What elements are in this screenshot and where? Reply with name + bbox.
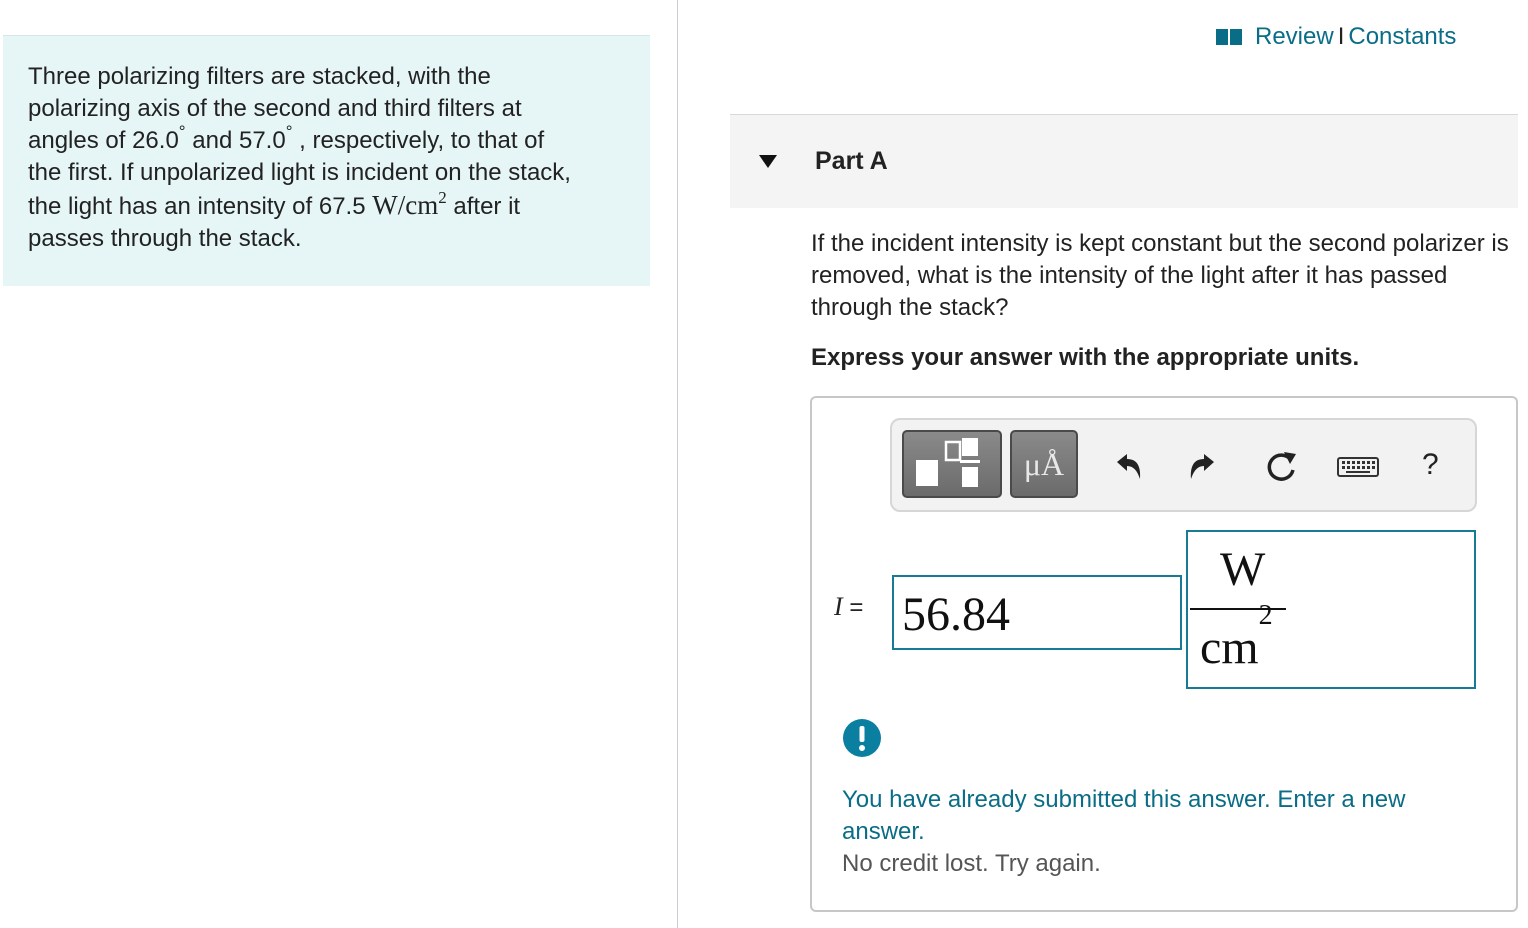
feedback-message: You have already submitted this answer. Enter a new answer. [842, 786, 1406, 845]
feedback-sub-message: No credit lost. Try again. [842, 850, 1101, 877]
exclamation-alert-icon [842, 718, 882, 758]
intensity-unit: W/cm [372, 190, 439, 220]
unit-numerator: W [1220, 543, 1266, 596]
header-links [1215, 22, 1456, 52]
math-toolbar [890, 418, 1477, 512]
question-text: If the incident intensity is kept constant but the second polarizer is removed, what is the intensity of the light after it has passed through the stack? [811, 230, 1509, 321]
problem-line: the light has an intensity of 67.5 $W/cm^2$ after it [28, 188, 521, 220]
panel-divider [677, 0, 678, 928]
answer-instruction: Express your answer with the appropriate units. [811, 344, 1360, 371]
part-title: Part A [815, 147, 888, 175]
part-header[interactable] [730, 114, 1518, 208]
redo-icon[interactable] [1184, 446, 1224, 486]
answer-value-field[interactable] [892, 575, 1182, 650]
constants-link[interactable]: Constants [1348, 23, 1457, 50]
collapse-triangle-icon[interactable] [758, 153, 778, 169]
problem-line: angles of 26.0° and 57.0° , respectively, to that of [28, 122, 545, 154]
units-label: μÅ [1023, 446, 1065, 482]
undo-icon[interactable] [1107, 446, 1147, 486]
answer-value: 56.84 [902, 588, 1010, 641]
templates-icon [902, 430, 1002, 498]
book-icon [1215, 27, 1243, 47]
problem-line: the first. If unpolarized light is incident on the stack, [28, 159, 571, 186]
units-button[interactable] [1010, 430, 1078, 498]
problem-statement [28, 61, 628, 255]
problem-line: passes through the stack. [28, 225, 302, 252]
templates-button[interactable] [902, 430, 1002, 498]
problem-line: polarizing axis of the second and third filters at [28, 95, 522, 122]
problem-line: Three polarizing filters are stacked, with the [28, 63, 491, 90]
problem-panel [3, 35, 650, 286]
answer-variable-label: I = [834, 592, 864, 621]
review-link[interactable]: Review [1255, 23, 1334, 50]
keyboard-icon[interactable] [1336, 446, 1380, 486]
reset-icon[interactable] [1262, 446, 1302, 486]
answer-unit-field[interactable] [1186, 530, 1476, 689]
unit-denominator: $cm^2$ [1200, 600, 1273, 674]
link-separator: I [1337, 23, 1345, 50]
help-button[interactable]: ? [1422, 448, 1439, 481]
